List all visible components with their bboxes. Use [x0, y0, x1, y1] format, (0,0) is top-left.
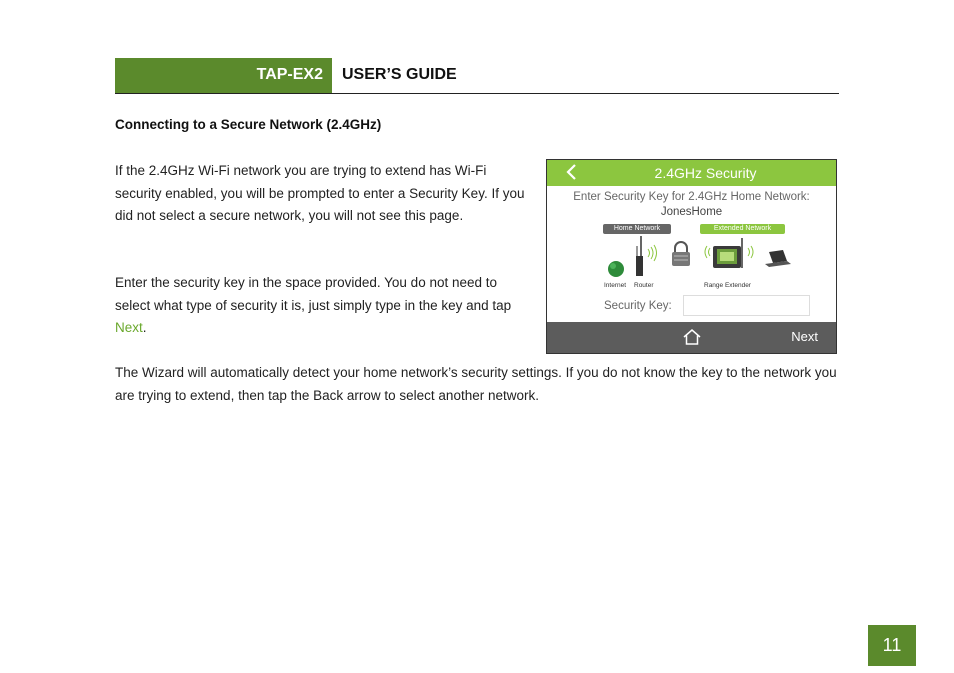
extender-wifi-right-icon: [748, 246, 753, 258]
router-wifi-icon: [648, 245, 657, 261]
paragraph-intro: If the 2.4GHz Wi-Fi network you are trying to extend has Wi-Fi security enabled, you will be prompted to enter a Security Key. If you did not select a secure network, you will not see this page.: [115, 163, 525, 223]
next-highlight: Next: [115, 320, 143, 335]
router-caption: Router: [634, 282, 654, 289]
security-key-input[interactable]: [683, 295, 810, 316]
globe-icon: [608, 261, 624, 277]
next-button[interactable]: Next: [791, 329, 818, 344]
paragraph-instructions-text: Enter the security key in the space provided. You do not need to select what type of security it is, just simply type in the key and tap: [115, 275, 512, 313]
guide-title: USER’S GUIDE: [342, 66, 457, 83]
page-number: 11: [868, 625, 916, 666]
extended-network-badge: Extended Network: [700, 224, 785, 234]
extender-wifi-left-icon: [705, 246, 710, 258]
security-key-label: Security Key:: [604, 300, 672, 312]
network-diagram: [547, 234, 836, 284]
device-screenshot: [546, 159, 837, 354]
security-key-prompt: Enter Security Key for 2.4GHz Home Network:: [573, 191, 810, 203]
network-name: JonesHome: [660, 206, 723, 218]
laptop-icon: [765, 250, 791, 267]
header-rule: [115, 93, 839, 94]
range-extender-caption: Range Extender: [704, 282, 751, 289]
model-name: TAP-EX2: [256, 66, 323, 83]
device-title-bar: [547, 160, 836, 186]
home-network-badge: Home Network: [603, 224, 671, 234]
header-model-band: [115, 58, 332, 93]
internet-caption: Internet: [604, 282, 627, 289]
device-bottom-bar: [547, 322, 836, 353]
home-icon[interactable]: [683, 329, 701, 345]
device-title: 2.4GHz Security: [654, 165, 757, 181]
router-icon: [636, 236, 643, 276]
paragraph-instructions-end: .: [142, 320, 147, 335]
section-title: Connecting to a Secure Network (2.4GHz): [115, 117, 382, 132]
paragraph-instructions: [115, 272, 535, 340]
paragraph-detect: The Wizard will automatically detect your home network’s security settings. If you do not know the key to the network you are trying to extend, then tap the Back arrow to select another network.: [115, 365, 837, 403]
range-extender-icon: [713, 238, 742, 268]
lock-icon: [672, 242, 690, 266]
